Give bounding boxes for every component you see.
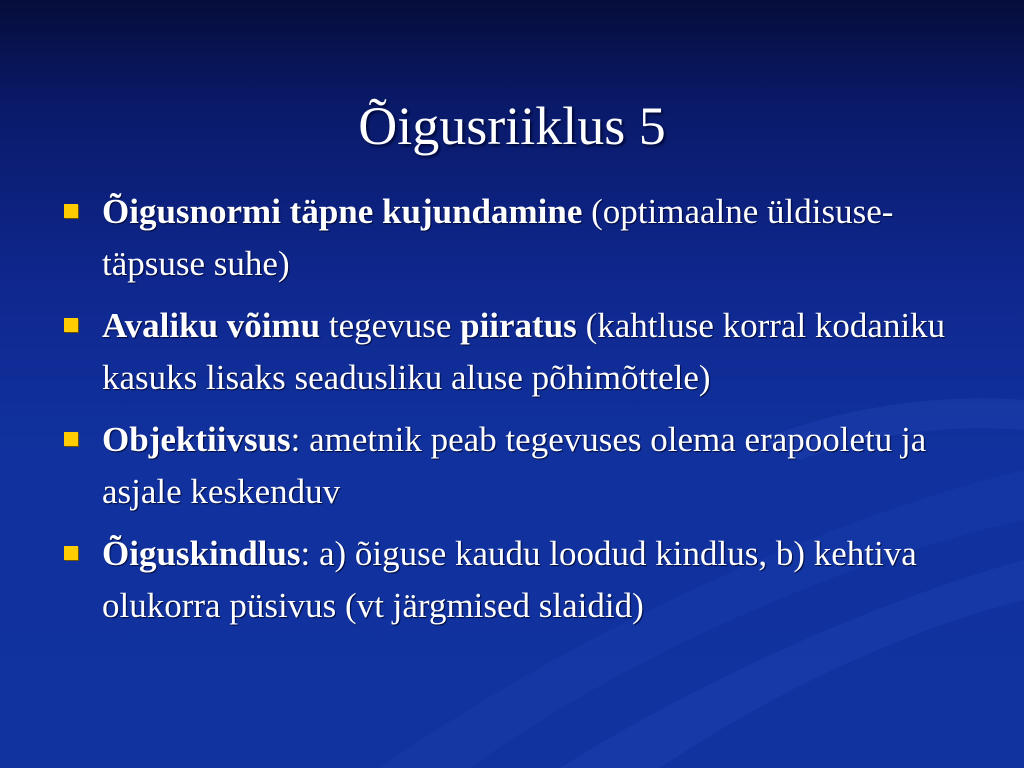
square-bullet-icon bbox=[64, 546, 78, 560]
bullet-text: (optimaalne üldisuse-täpsuse suhe) bbox=[102, 192, 894, 283]
bullet-bold-text: Objektiivsus bbox=[102, 420, 291, 459]
bullet-text: : a) õiguse kaudu loodud kindlus, b) kehtiva olukorra püsivus (vt järgmised slaidid) bbox=[102, 534, 917, 625]
square-bullet-icon bbox=[64, 318, 78, 332]
bullet-bold-text: Õigusnormi täpne kujundamine bbox=[102, 192, 583, 231]
bullet-bold-text: piiratus bbox=[460, 306, 577, 345]
bullet-item bbox=[64, 186, 964, 290]
bullet-bold-text: Õiguskindlus bbox=[102, 534, 301, 573]
bullet-item bbox=[64, 414, 964, 518]
bullet-text: : ametnik peab tegevuses olema erapooletu ja asjale keskenduv bbox=[102, 420, 927, 511]
square-bullet-icon bbox=[64, 204, 78, 218]
bullet-item bbox=[64, 300, 964, 404]
bullet-text: tegevuse bbox=[320, 306, 461, 345]
bullet-list bbox=[64, 186, 964, 642]
square-bullet-icon bbox=[64, 432, 78, 446]
slide-title: Õigusriiklus 5 bbox=[358, 96, 666, 156]
bullet-item bbox=[64, 528, 964, 632]
bullet-text: (kahtluse korral kodaniku kasuks lisaks seadusliku aluse põhimõttele) bbox=[102, 306, 946, 397]
bullet-bold-text: Avaliku võimu bbox=[102, 306, 321, 345]
